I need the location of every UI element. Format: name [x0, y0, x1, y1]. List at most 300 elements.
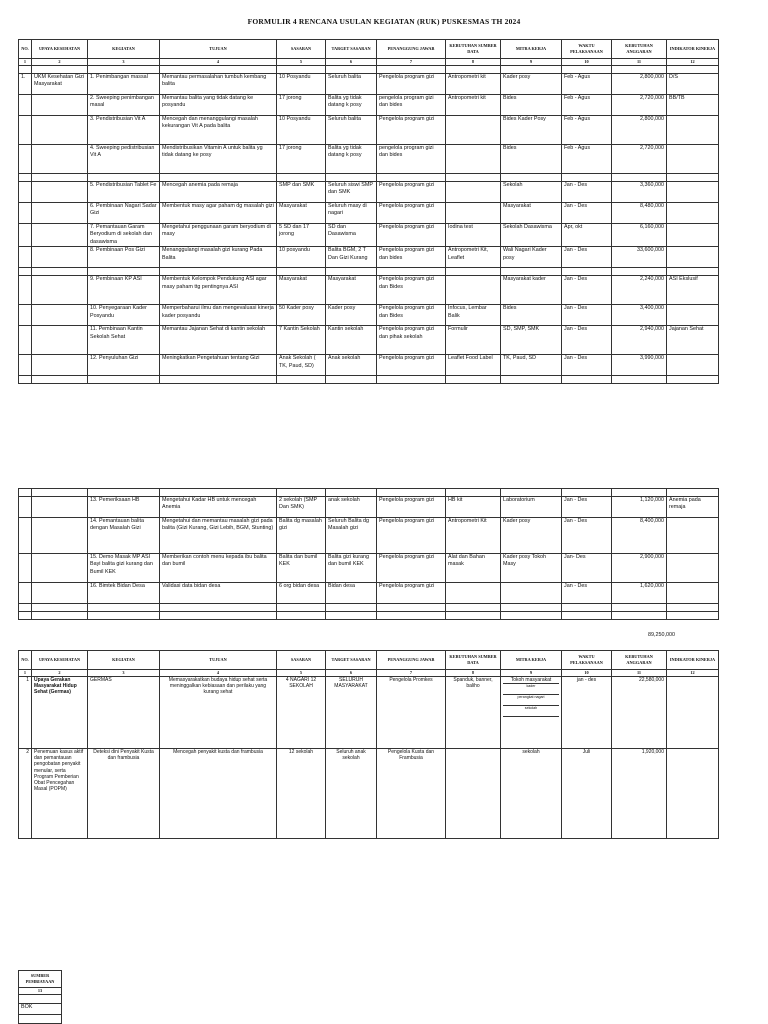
column-number: 2: [32, 670, 88, 677]
cell-sasaran: 6 org bidan desa: [277, 583, 326, 604]
cell-indikator: [667, 518, 719, 554]
column-number-row: [19, 59, 719, 66]
cell-tujuan: Mengetahui penggunaan garam beryodium di masy: [160, 224, 277, 247]
row-number: [19, 182, 32, 203]
upaya-kesehatan: [32, 305, 88, 326]
cell-mitra: Wali Nagari Kader posy: [501, 247, 562, 268]
cell-anggaran: 3,360,000: [612, 182, 667, 203]
cell-target: Seluruh balita: [326, 116, 377, 145]
row-number: [19, 305, 32, 326]
empty-cell: [446, 489, 501, 497]
cell-sumber: [446, 145, 501, 174]
empty-cell: [88, 489, 160, 497]
cell-waktu: Jan - Des: [562, 355, 612, 376]
column-number: 1: [19, 670, 32, 677]
cell-pj: pengelola program gizi dan bides: [377, 95, 446, 116]
cell-pj: Pengelola program gizi dan bides: [377, 247, 446, 268]
upaya-kesehatan: [32, 182, 88, 203]
cell-pj: Pengelola program gizi: [377, 74, 446, 95]
upaya-kesehatan: [32, 95, 88, 116]
cell-waktu: Juli: [562, 749, 612, 839]
empty-cell: [446, 66, 501, 74]
column-header: SASARAN: [277, 40, 326, 59]
cell-waktu: Jan - Des: [562, 497, 612, 518]
empty-cell: [562, 174, 612, 182]
cell-pj: Pengelola Kusta dan Frambusia: [377, 749, 446, 839]
cell-waktu: Feb - Agus: [562, 145, 612, 174]
row-number: [19, 554, 32, 583]
column-number: 7: [377, 59, 446, 66]
funding-source-header: SUMBER PEMBIAYAAN: [19, 971, 62, 988]
empty-cell: [377, 66, 446, 74]
upaya-kesehatan: [32, 518, 88, 554]
upaya-kesehatan: [32, 583, 88, 604]
empty-cell: [501, 489, 562, 497]
cell-pj: Pengelola program gizi: [377, 355, 446, 376]
empty-cell: [501, 612, 562, 620]
cell-pj: Pengelola program gizi: [377, 182, 446, 203]
table-row: [19, 305, 719, 326]
cell-pj: Pengelola program gizi: [377, 116, 446, 145]
empty-cell: [377, 376, 446, 384]
cell-sumber: Iodina test: [446, 224, 501, 247]
cell-mitra: Masyarakat: [501, 203, 562, 224]
empty-cell: [377, 489, 446, 497]
empty-cell: [160, 66, 277, 74]
cell-kegiatan: 9. Pembinaan KP ASI: [88, 276, 160, 305]
table-row: [19, 247, 719, 268]
empty-cell: [377, 604, 446, 612]
cell-anggaran: 22,580,000: [612, 677, 667, 749]
empty-cell: [19, 174, 32, 182]
cell-tujuan: Mencegah dan menanggulangi masalah kekurangan Vit A pada balita: [160, 116, 277, 145]
empty-cell: [88, 66, 160, 74]
empty-cell: [501, 268, 562, 276]
cell-tujuan: Mendistribusikan Vitamin A untuk balita yg tidak datang ke posy: [160, 145, 277, 174]
empty-cell: [667, 604, 719, 612]
cell-kegiatan: 12. Penyuluhan Gizi: [88, 355, 160, 376]
empty-cell: [160, 376, 277, 384]
cell-kegiatan: 10. Penyegaraan Kader Posyandu: [88, 305, 160, 326]
empty-cell: [326, 66, 377, 74]
column-number: 10: [562, 670, 612, 677]
empty-cell: [446, 612, 501, 620]
column-number: 11: [612, 670, 667, 677]
cell-target: Masyarakat: [326, 276, 377, 305]
column-header: TUJUAN: [160, 651, 277, 670]
spacer-row: [19, 489, 719, 497]
empty-cell: [32, 612, 88, 620]
upaya-kesehatan: [32, 247, 88, 268]
cell-anggaran: 2,240,000: [612, 276, 667, 305]
empty-cell: [612, 66, 667, 74]
cell-waktu: Jan - Des: [562, 305, 612, 326]
column-header: WAKTU PELAKSANAAN: [562, 651, 612, 670]
row-number: [19, 518, 32, 554]
cell-tujuan: Mencegah penyakit kusta dan frambusia: [160, 749, 277, 839]
column-header: MITRA KERJA: [501, 651, 562, 670]
cell-pj: Pengelola program gizi: [377, 203, 446, 224]
empty-cell: [612, 376, 667, 384]
funding-source-table: [18, 970, 62, 1024]
cell-tujuan: Mengetahui Kadar HB untuk mencegah Anemia: [160, 497, 277, 518]
cell-indikator: [667, 305, 719, 326]
column-number: 4: [160, 59, 277, 66]
cell-waktu: Jan - Des: [562, 182, 612, 203]
cell-mitra: Bides Kader Posy: [501, 116, 562, 145]
cell-kegiatan: 15. Demo Masak MP ASI Bayi balita gizi kurang dan Bumil KEK: [88, 554, 160, 583]
column-header: NO.: [19, 40, 32, 59]
table-row: [19, 203, 719, 224]
cell-pj: Pengelola program gizi dan Bides: [377, 276, 446, 305]
cell-waktu: Jan - Des: [562, 583, 612, 604]
column-header: KEBUTUHAN SUMBER DATA: [446, 40, 501, 59]
empty-cell: [501, 174, 562, 182]
cell-mitra: [501, 583, 562, 604]
cell-sasaran: Balita dan bumil KEK: [277, 554, 326, 583]
cell-sasaran: Masyarakat: [277, 203, 326, 224]
empty-cell: [19, 268, 32, 276]
empty-cell: [32, 174, 88, 182]
cell-sumber: Antropometri kit: [446, 74, 501, 95]
cell-target: Balita yg tidak datang k posy: [326, 145, 377, 174]
empty-cell: [667, 268, 719, 276]
cell-pj: Pengelola program gizi: [377, 583, 446, 604]
cell-sumber: Leaflet Food Label: [446, 355, 501, 376]
cell-kegiatan: 13. Pemeriksaan HB: [88, 497, 160, 518]
cell-pj: Pengelola program gizi: [377, 518, 446, 554]
empty-cell: [612, 612, 667, 620]
cell-target: Balita yg tidak datang k posy: [326, 95, 377, 116]
upaya-kesehatan: [32, 203, 88, 224]
cell-kegiatan: 6. Pembinaan Nagari Sadar Gizi: [88, 203, 160, 224]
column-header: KEBUTUHAN ANGGARAN: [612, 651, 667, 670]
row-number: 2: [19, 749, 32, 839]
cell-tujuan: Memantau permasalahan tumbuh kembang balita: [160, 74, 277, 95]
empty-cell: [160, 489, 277, 497]
mitra-sub: perangkat nagari: [503, 695, 559, 706]
cell-waktu: jan - des: [562, 677, 612, 749]
empty-cell: [160, 174, 277, 182]
cell-pj: Pengelola program gizi: [377, 224, 446, 247]
cell-anggaran: 8,400,000: [612, 518, 667, 554]
cell-anggaran: 2,720,000: [612, 145, 667, 174]
cell-sasaran: Masyarakat: [277, 276, 326, 305]
cell-mitra: Bides: [501, 145, 562, 174]
table-row: [19, 518, 719, 554]
table-row: [19, 326, 719, 355]
cell-pj: Pengelola program gizi: [377, 554, 446, 583]
upaya-kesehatan: [32, 224, 88, 247]
empty-cell: [32, 66, 88, 74]
cell-mitra: TK, Paud, SD: [501, 355, 562, 376]
table-row: [19, 497, 719, 518]
column-number: 3: [88, 670, 160, 677]
cell-sasaran: SMP dan SMK: [277, 182, 326, 203]
empty-cell: [501, 66, 562, 74]
column-number: 11: [612, 59, 667, 66]
cell-sumber: Formulir: [446, 326, 501, 355]
cell-kegiatan: 16. Bimtek Bidan Desa: [88, 583, 160, 604]
row-number: [19, 326, 32, 355]
empty-cell: [501, 376, 562, 384]
row-number: [19, 224, 32, 247]
cell-waktu: Jan - Des: [562, 276, 612, 305]
upaya-kesehatan: [32, 355, 88, 376]
empty-cell: [377, 268, 446, 276]
cell-anggaran: 1,620,000: [612, 583, 667, 604]
empty-cell: [32, 489, 88, 497]
cell-target: Anak sekolah: [326, 355, 377, 376]
cell-tujuan: Validasi data bidan desa: [160, 583, 277, 604]
cell-kegiatan: 4. Sweeping pedistribusian Vit A: [88, 145, 160, 174]
empty-cell: [160, 268, 277, 276]
empty-cell: [667, 376, 719, 384]
cell-tujuan: Membentuk masy agar paham dg masalah gizi: [160, 203, 277, 224]
column-header: UPAYA KESEHATAN: [32, 651, 88, 670]
empty-cell: [562, 489, 612, 497]
cell-sasaran: 5 SD dan 17 jorong: [277, 224, 326, 247]
cell-waktu: Jan - Des: [562, 326, 612, 355]
empty-cell: [377, 174, 446, 182]
cell-pj: Pengelola program gizi dan pihak sekolah: [377, 326, 446, 355]
row-number: [19, 355, 32, 376]
header-row: [19, 40, 719, 59]
cell-kegiatan: 2. Sweeping penimbangan masal: [88, 95, 160, 116]
cell-sasaran: 10 posyandu: [277, 247, 326, 268]
cell-waktu: Feb - Agus: [562, 116, 612, 145]
cell-target: Balita gizi kurang dan bumil KEK: [326, 554, 377, 583]
cell-sasaran: 10 Posyandu: [277, 116, 326, 145]
empty-cell: [377, 612, 446, 620]
cell-sasaran: 7 Kantin Sekolah: [277, 326, 326, 355]
column-number: 8: [446, 59, 501, 66]
cell-indikator: Anemia pada remaja: [667, 497, 719, 518]
cell-anggaran: 2,800,000: [612, 74, 667, 95]
table-row: [19, 276, 719, 305]
cell-waktu: Jan - Des: [562, 518, 612, 554]
empty-cell: [612, 174, 667, 182]
empty-cell: [326, 604, 377, 612]
empty-cell: [562, 66, 612, 74]
row-number: [19, 276, 32, 305]
cell-indikator: [667, 224, 719, 247]
column-number: 12: [667, 670, 719, 677]
cell-waktu: Jan- Des: [562, 554, 612, 583]
cell-target: Kantin sekolah: [326, 326, 377, 355]
column-header: MITRA KERJA: [501, 40, 562, 59]
cell-mitra: Bides: [501, 305, 562, 326]
column-number: 9: [501, 59, 562, 66]
cell-mitra: sekolah: [501, 749, 562, 839]
empty-cell: [446, 604, 501, 612]
empty-cell: [326, 376, 377, 384]
cell-sumber: Antropometri Kit: [446, 518, 501, 554]
cell-waktu: Apr, okt: [562, 224, 612, 247]
cell-indikator: Jajanan Sehat: [667, 326, 719, 355]
cell-sumber: [446, 203, 501, 224]
cell-sasaran: 17 jorong: [277, 95, 326, 116]
cell-tujuan: Membentuk Kelompok Pendukung ASI agar masy paham ttg pentingnya ASI: [160, 276, 277, 305]
cell-indikator: [667, 116, 719, 145]
cell-anggaran: 2,940,000: [612, 326, 667, 355]
empty-cell: [160, 612, 277, 620]
column-number: 3: [88, 59, 160, 66]
cell-kegiatan: 7. Pemantauan Garam Beryodium di sekolah dan dasawisma: [88, 224, 160, 247]
header-row: [19, 651, 719, 670]
empty-cell: [562, 268, 612, 276]
cell-sumber: [446, 116, 501, 145]
cell-sasaran: 10 Posyandu: [277, 74, 326, 95]
empty-cell: [667, 489, 719, 497]
row-number: [19, 116, 32, 145]
empty-cell: [277, 604, 326, 612]
row-number: [19, 145, 32, 174]
cell-waktu: Feb - Agus: [562, 95, 612, 116]
empty-cell: [88, 604, 160, 612]
cell-anggaran: 2,900,000: [612, 554, 667, 583]
cell-indikator: [667, 583, 719, 604]
mitra-sub: sekolah: [503, 706, 559, 717]
column-number: 1: [19, 59, 32, 66]
cell-kegiatan: 11. Pembinaan Kantin Sekolah Sehat: [88, 326, 160, 355]
column-number-row: [19, 670, 719, 677]
column-header: PENANGGUNG JAWAB: [377, 651, 446, 670]
empty-cell: [446, 376, 501, 384]
cell-tujuan: Memberikan contoh menu kepada ibu balita dan bumil: [160, 554, 277, 583]
cell-indikator: [667, 355, 719, 376]
table-row: [19, 116, 719, 145]
cell-target: Bidan desa: [326, 583, 377, 604]
cell-mitra: [501, 677, 562, 749]
upaya-kesehatan: [32, 116, 88, 145]
cell-sumber: HB kit: [446, 497, 501, 518]
cell-anggaran: 6,160,000: [612, 224, 667, 247]
table-row: [19, 355, 719, 376]
cell-sumber: Antropometri Kit, Leaflet: [446, 247, 501, 268]
funding-source-value: BOK: [19, 1004, 62, 1015]
empty-cell: [612, 268, 667, 276]
cell-sasaran: 17 jorong: [277, 145, 326, 174]
page-title: FORMULIR 4 RENCANA USULAN KEGIATAN (RUK) PUSKESMAS TH 2024: [247, 17, 521, 26]
row-number: 1: [19, 677, 32, 749]
cell-target: Balita BGM, 2 T Dan Gizi Kurang: [326, 247, 377, 268]
empty-cell: [32, 604, 88, 612]
empty-cell: [612, 604, 667, 612]
column-number: 7: [377, 670, 446, 677]
empty-cell: [19, 66, 32, 74]
cell-indikator: [667, 677, 719, 749]
cell-anggaran: 1,920,000: [612, 749, 667, 839]
cell-anggaran: 2,720,000: [612, 95, 667, 116]
empty-cell: [667, 174, 719, 182]
empty-cell: [446, 174, 501, 182]
cell-anggaran: 3,400,000: [612, 305, 667, 326]
empty-cell: [326, 174, 377, 182]
table-row: [19, 749, 719, 839]
cell-target: Seluruh anak sekolah: [326, 749, 377, 839]
upaya-kesehatan: Upaya Gerakan Masyarakat Hidup Sehat (Germas): [32, 677, 88, 749]
row-number: [19, 95, 32, 116]
table-row: [19, 224, 719, 247]
upaya-kesehatan: [32, 326, 88, 355]
empty-cell: [562, 612, 612, 620]
empty-cell: [612, 489, 667, 497]
cell-target: Seluruh siswi SMP dan SMK: [326, 182, 377, 203]
empty-cell: [326, 489, 377, 497]
cell-kegiatan: 5. Pendistribusian Tablet Fe: [88, 182, 160, 203]
column-number: 9: [501, 670, 562, 677]
column-number: 6: [326, 59, 377, 66]
cell-tujuan: Meningkatkan Pengetahuan tentang Gizi: [160, 355, 277, 376]
cell-tujuan: Memasyarakatkan budaya hidup sehat serta meninggalkan kebiasaan dan perilaku yang kurang sehat: [160, 677, 277, 749]
table-row: [19, 145, 719, 174]
cell-kegiatan: 14. Pemantauan balita dengan Masalah Gizi: [88, 518, 160, 554]
row-number: 1.: [19, 74, 32, 95]
empty-cell: [501, 604, 562, 612]
cell-pj: Pengelola program gizi: [377, 497, 446, 518]
column-header: SASARAN: [277, 651, 326, 670]
cell-mitra: Sekolah Dasawisma: [501, 224, 562, 247]
column-header: KEGIATAN: [88, 651, 160, 670]
column-header: UPAYA KESEHATAN: [32, 40, 88, 59]
spacer-row: [19, 66, 719, 74]
table-row: [19, 74, 719, 95]
mitra-sub: kader: [503, 684, 559, 695]
cell-sumber: Alat dan Bahan masak: [446, 554, 501, 583]
empty-cell: [19, 604, 32, 612]
empty-cell: [667, 612, 719, 620]
empty-cell: [277, 268, 326, 276]
cell-pj: Pengelola program gizi dan Bides: [377, 305, 446, 326]
cell-sumber: Spanduk, banner, baliho: [446, 677, 501, 749]
funding-source-col-number: 13: [19, 988, 62, 995]
spacer-row: [19, 612, 719, 620]
cell-target: Kader posy: [326, 305, 377, 326]
cell-sasaran: Anak Sekolah ( TK, Paud, SD): [277, 355, 326, 376]
cell-indikator: [667, 203, 719, 224]
upaya-kesehatan: [32, 554, 88, 583]
cell-sumber: [446, 182, 501, 203]
empty-cell: [277, 66, 326, 74]
column-header: INDIKATOR KINERJA: [667, 40, 719, 59]
empty-cell: [19, 612, 32, 620]
column-number: 12: [667, 59, 719, 66]
cell-sasaran: 50 Kader posy: [277, 305, 326, 326]
cell-indikator: [667, 749, 719, 839]
empty-cell: [277, 489, 326, 497]
empty-cell: [326, 268, 377, 276]
column-header: WAKTU PELAKSANAAN: [562, 40, 612, 59]
cell-tujuan: Memperbaharui ilmu dan mengevaluasi kinerja kader posyandu: [160, 305, 277, 326]
column-number: 5: [277, 670, 326, 677]
table-row: [19, 677, 719, 749]
cell-indikator: D/S: [667, 74, 719, 95]
spacer-row: [19, 604, 719, 612]
column-header: KEBUTUHAN ANGGARAN: [612, 40, 667, 59]
cell-anggaran: 2,800,000: [612, 116, 667, 145]
cell-tujuan: Memantau balita yang tidak datang ke posyandu: [160, 95, 277, 116]
upaya-kesehatan: [32, 145, 88, 174]
column-number: 5: [277, 59, 326, 66]
cell-tujuan: Memantau Jajanan Sehat di kantin sekolah: [160, 326, 277, 355]
empty-cell: [32, 376, 88, 384]
mitra-main: Tokoh masyarakat: [503, 677, 559, 684]
cell-tujuan: Mencegah anemia pada remaja: [160, 182, 277, 203]
empty-cell: [32, 268, 88, 276]
cell-kegiatan: GERMAS: [88, 677, 160, 749]
column-header: TUJUAN: [160, 40, 277, 59]
